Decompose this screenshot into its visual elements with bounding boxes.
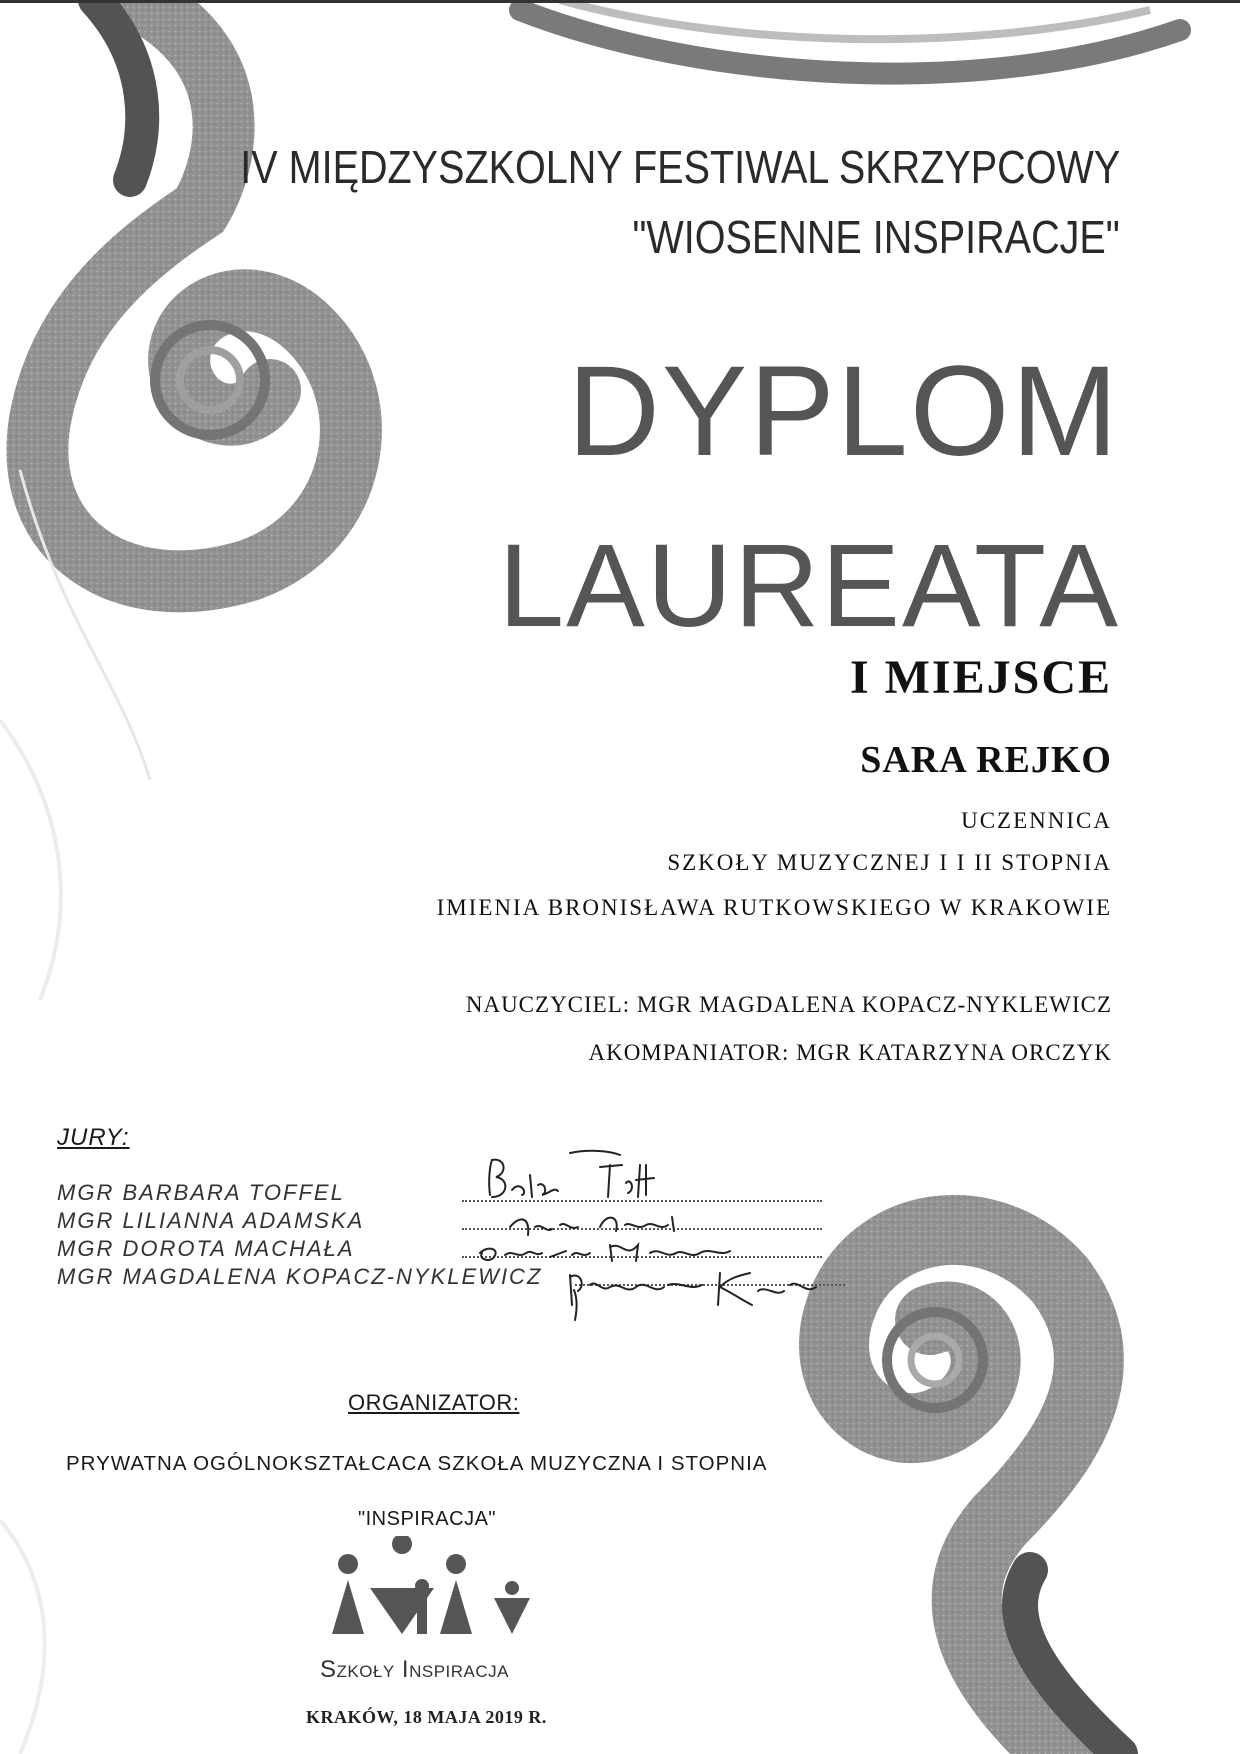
jury-member: MGR DOROTA MACHAŁA bbox=[57, 1236, 355, 1261]
student-name: SARA REJKO bbox=[860, 739, 1112, 781]
jury-member: MGR MAGDALENA KOPACZ-NYKLEWICZ bbox=[57, 1264, 543, 1289]
place-date-line: KRAKÓW, 18 MAJA 2019 R. bbox=[306, 1707, 547, 1727]
school-name-line-2: IMIENIA BRONISŁAWA RUTKOWSKIEGO W KRAKOWIE bbox=[436, 895, 1112, 920]
school-name-line-1: SZKOŁY MUZYCZNEJ I I II STOPNIA bbox=[667, 850, 1112, 875]
jury-heading: JURY: bbox=[57, 1124, 130, 1151]
inspiracja-logo-icon bbox=[322, 1536, 542, 1636]
student-role: UCZENNICA bbox=[961, 808, 1112, 833]
jury-member: MGR BARBARA TOFFEL bbox=[57, 1180, 345, 1205]
handwritten-signatures bbox=[450, 1145, 890, 1325]
laureate-title: LAUREATA bbox=[498, 520, 1120, 652]
jury-member: MGR LILIANNA ADAMSKA bbox=[57, 1208, 365, 1233]
organizer-name: PRYWATNA OGÓLNOKSZTAŁCACA SZKOŁA MUZYCZNA I STOPNIA bbox=[66, 1452, 768, 1475]
diploma-title: DYPLOM bbox=[567, 340, 1120, 483]
festival-title: IV MIĘDZYSZKOLNY FESTIWAL SKRZYPCOWY bbox=[240, 141, 1120, 193]
top-border-line bbox=[0, 0, 1240, 3]
festival-subtitle: "WIOSENNE INSPIRACJE" bbox=[632, 211, 1120, 263]
organizer-heading: ORGANIZATOR: bbox=[348, 1390, 520, 1415]
organizer-quote: "INSPIRACJA" bbox=[358, 1508, 497, 1530]
place-award: I MIEJSCE bbox=[849, 651, 1112, 704]
teacher-line: NAUCZYCIEL: MGR MAGDALENA KOPACZ-NYKLEWICZ bbox=[465, 992, 1112, 1017]
accompanist-line: AKOMPANIATOR: MGR KATARZYNA ORCZYK bbox=[588, 1040, 1112, 1065]
logo-wordmark: Szkoły Inspiracja bbox=[320, 1656, 509, 1683]
